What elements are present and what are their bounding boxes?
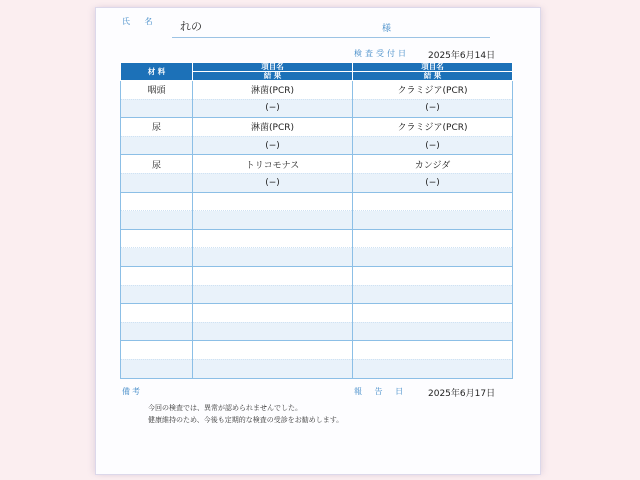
result-cell: (−) <box>353 136 513 155</box>
table-row <box>121 192 513 211</box>
item-cell <box>353 266 513 285</box>
received-date-label: 検査受付日 <box>354 49 409 58</box>
result-cell <box>353 248 513 267</box>
material-cell <box>121 341 193 360</box>
table-row <box>121 304 513 323</box>
table-row <box>121 229 513 248</box>
item-cell <box>193 192 353 211</box>
table-row <box>121 341 513 360</box>
results-body <box>121 81 513 379</box>
result-cell <box>193 211 353 230</box>
item-cell: 淋菌(PCR) <box>193 81 353 100</box>
material-cell: 尿 <box>121 155 193 174</box>
item-cell: クラミジア(PCR) <box>353 118 513 137</box>
material-header: 材 料 <box>121 63 193 81</box>
item-header-1: 項目名 <box>193 63 353 72</box>
result-cell <box>353 211 513 230</box>
table-row-result <box>121 359 513 378</box>
material-cell: 尿 <box>121 118 193 137</box>
material-cell-blank <box>121 322 193 341</box>
honorific: 様 <box>382 24 392 34</box>
result-cell <box>193 248 353 267</box>
name-label: 氏 名 <box>122 17 159 26</box>
material-cell <box>121 266 193 285</box>
received-date: 2025年6月14日 <box>428 51 496 61</box>
result-cell: (−) <box>193 99 353 118</box>
material-cell-blank <box>121 248 193 267</box>
name-underline <box>172 37 490 38</box>
material-cell-blank <box>121 285 193 304</box>
result-cell: (−) <box>353 99 513 118</box>
material-cell-blank <box>121 211 193 230</box>
item-cell <box>193 229 353 248</box>
item-cell <box>353 341 513 360</box>
results-table <box>120 62 513 379</box>
table-row <box>121 81 513 100</box>
item-cell <box>193 266 353 285</box>
material-cell-blank <box>121 136 193 155</box>
table-row-result <box>121 322 513 341</box>
material-cell <box>121 192 193 211</box>
report-sheet <box>96 8 540 474</box>
result-cell: (−) <box>193 173 353 192</box>
table-row-result <box>121 136 513 155</box>
result-cell: (−) <box>353 173 513 192</box>
item-cell <box>353 192 513 211</box>
remarks-label: 備考 <box>122 387 142 396</box>
result-cell: (−) <box>193 136 353 155</box>
table-row-result <box>121 99 513 118</box>
result-cell <box>193 322 353 341</box>
table-row <box>121 155 513 174</box>
item-cell: クラミジア(PCR) <box>353 81 513 100</box>
result-cell <box>353 359 513 378</box>
report-date: 2025年6月17日 <box>428 389 496 399</box>
result-header-2: 結 果 <box>353 72 513 81</box>
result-cell <box>193 285 353 304</box>
remarks-line-1: 今回の検査では、異常が認められませんでした。 <box>148 404 302 412</box>
item-cell <box>353 304 513 323</box>
item-cell: トリコモナス <box>193 155 353 174</box>
item-cell: カンジダ <box>353 155 513 174</box>
material-cell <box>121 229 193 248</box>
result-cell <box>193 359 353 378</box>
item-header-2: 項目名 <box>353 63 513 72</box>
material-cell: 咽頭 <box>121 81 193 100</box>
material-cell-blank <box>121 99 193 118</box>
result-cell <box>353 322 513 341</box>
remarks-line-2: 健康維持のため、今後も定期的な検査の受診をお勧めします。 <box>148 416 344 424</box>
result-header-1: 結 果 <box>193 72 353 81</box>
table-row-result <box>121 173 513 192</box>
item-cell: 淋菌(PCR) <box>193 118 353 137</box>
table-row <box>121 266 513 285</box>
result-cell <box>353 285 513 304</box>
item-cell <box>353 229 513 248</box>
table-row-result <box>121 285 513 304</box>
material-cell <box>121 304 193 323</box>
report-date-label: 報 告 日 <box>354 387 409 396</box>
table-row <box>121 118 513 137</box>
item-cell <box>193 304 353 323</box>
item-cell <box>193 341 353 360</box>
table-row-result <box>121 248 513 267</box>
material-cell-blank <box>121 359 193 378</box>
remarks-text <box>148 402 343 426</box>
patient-name: れの <box>180 20 202 33</box>
table-row-result <box>121 211 513 230</box>
material-cell-blank <box>121 173 193 192</box>
